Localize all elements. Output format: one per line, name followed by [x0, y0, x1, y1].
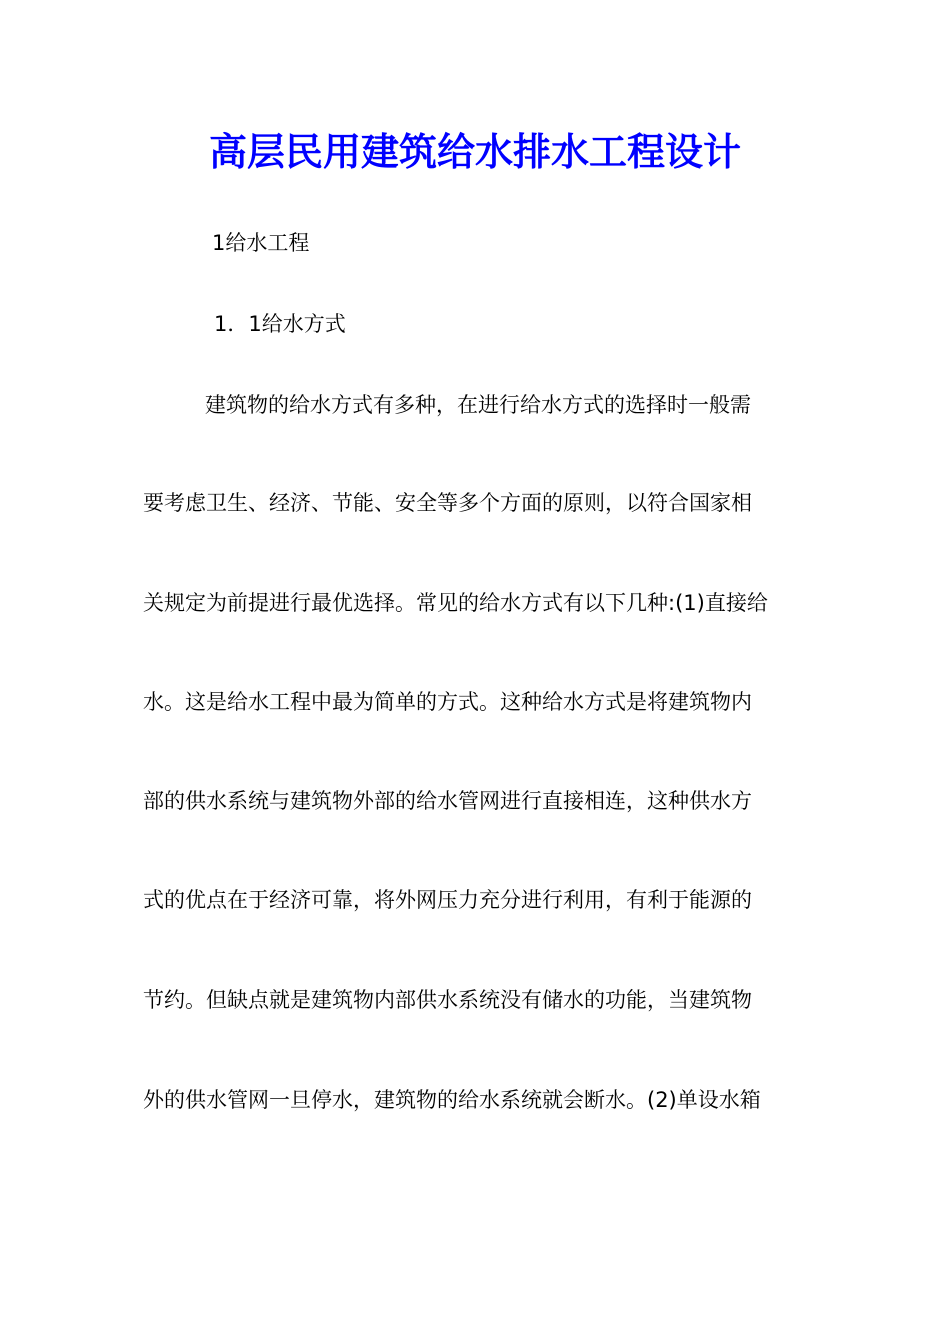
document-title: 高层民用建筑给水排水工程设计: [208, 129, 741, 174]
body-line-5: 部的供水系统与建筑物外部的给水管网进行直接相连，这种供水方: [143, 789, 752, 813]
body-line-3: 关规定为前提进行最优选择。常见的给水方式有以下几种:(1)直接给: [143, 591, 768, 615]
body-line-4: 水。这是给水工程中最为简单的方式。这种给水方式是将建筑物内: [143, 690, 752, 714]
body-line-8: 外的供水管网一旦停水，建筑物的给水系统就会断水。(2)单设水箱: [143, 1088, 761, 1112]
body-line-6: 式的优点在于经济可靠，将外网压力充分进行利用，有利于能源的: [143, 888, 752, 912]
body-line-7: 节约。但缺点就是建筑物内部供水系统没有储水的功能，当建筑物: [143, 988, 752, 1012]
subsection-heading: 1．1给水方式: [214, 312, 346, 336]
body-line-1: 建筑物的给水方式有多种，在进行给水方式的选择时一般需: [184, 393, 751, 417]
body-line-2: 要考虑卫生、经济、节能、安全等多个方面的原则，以符合国家相: [143, 491, 752, 515]
section-heading: 1给水工程: [212, 231, 310, 255]
